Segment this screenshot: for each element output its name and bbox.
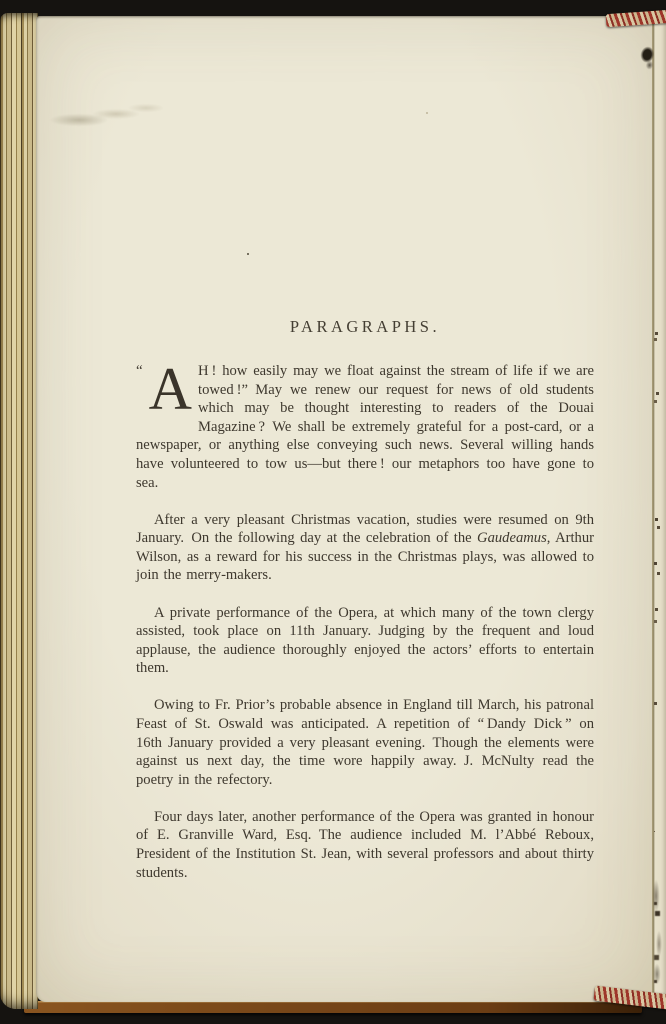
book-cover-bottom [24, 1001, 642, 1013]
page-title: PARAGRAPHS. [289, 317, 441, 336]
paragraph-4 [136, 696, 594, 789]
body-text: After a very pleasant Christmas vacation, studies were resumed on 9th January. On the following day at the celebration of the [136, 511, 594, 547]
paper-specks [36, 16, 38, 18]
paragraph-1-text: H ! how easily may we float against the stream of life if we are towed !” May we renew our request for news of old students which may be thought interesting to readers of the Douai Magazine ? We shall be extremely grateful for a post-card, or a newspaper, or anything else conveying such news. Several willing hands have volunteered to tow us—but there ! our metaphors too have gone to sea. [136, 363, 594, 491]
italic-text: Gaudeamus [477, 530, 547, 547]
body-text: A private performance of the Opera, at which many of the town clergy assisted, took place on 11th January. Judging by the frequent and loud applause, the audience thoroughly enjoyed the actors’ efforts to entertain them. [136, 604, 594, 677]
text-block [136, 16, 594, 882]
paragraph-1 [136, 356, 594, 492]
book-page-edges-left [0, 13, 38, 1009]
opening-quote: “ [136, 363, 143, 379]
edge-smudge [652, 866, 664, 986]
ink-blot [633, 40, 660, 72]
drop-cap-letter: A [148, 356, 193, 422]
paragraph-5 [136, 808, 594, 882]
paragraph-2 [136, 511, 594, 585]
body-text: Four days later, another performance of the Opera was granted in honour of E. Granville Ward, Esq. The audience included M. l’Abbé Reboux, President of the Institution St. Jean, with several professors and about thirty students. [136, 808, 594, 881]
book-page [36, 16, 653, 1002]
body-text: , Arthur Wilson, as a reward for his success in the Christmas plays, was allowed to join the merry-makers. [136, 530, 594, 584]
paragraph-3 [136, 604, 594, 678]
body-text: Owing to Fr. Prior’s probable absence in England till March, his patronal Feast of St. Oswald was anticipated. A repetition of “ Dandy Dick ” on 16th January provided a very pleasant evening. Though the elements were against us next day, the time wore happily away. J. McNulty read the poetry in the refectory. [136, 697, 594, 788]
article-body [136, 356, 594, 882]
drop-cap [136, 356, 193, 422]
page-edge-right [652, 16, 666, 994]
